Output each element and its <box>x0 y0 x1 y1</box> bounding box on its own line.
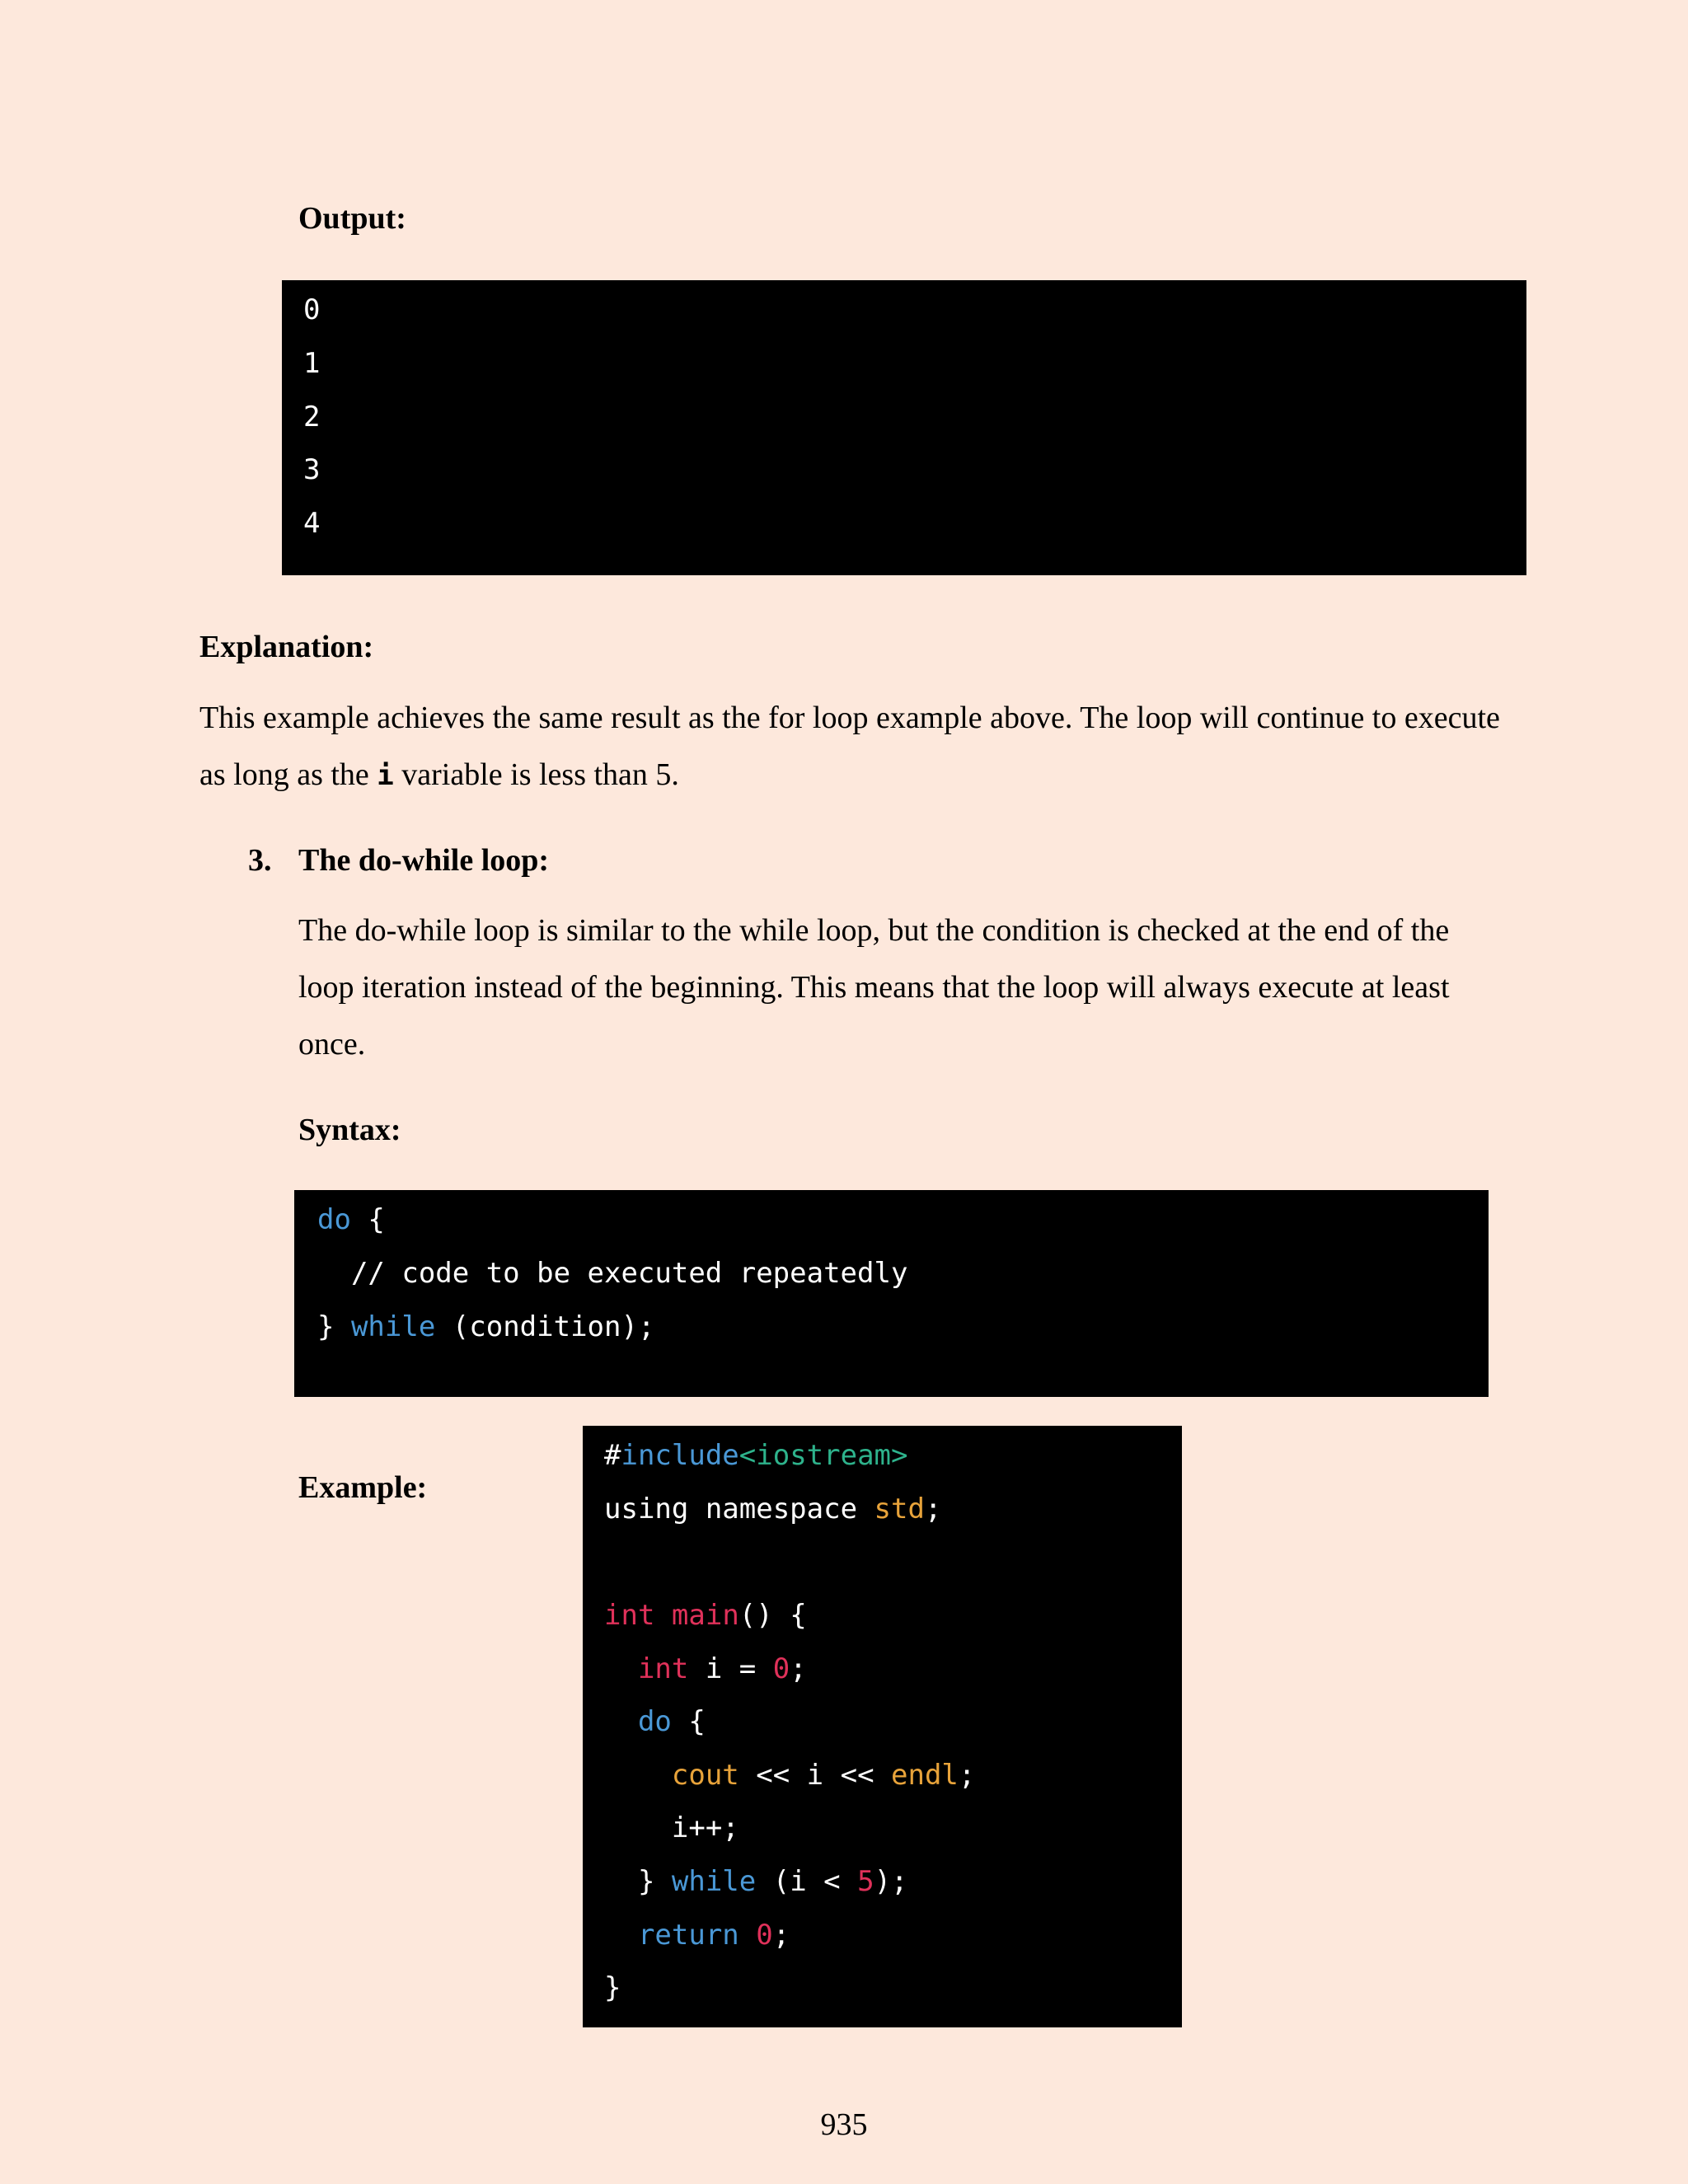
code-line <box>604 1597 807 1633</box>
keyword-token: while <box>350 1310 436 1343</box>
code-token: { <box>350 1203 385 1236</box>
type-token: int <box>637 1652 689 1685</box>
syntax-line <box>317 1255 907 1291</box>
code-line <box>604 1437 907 1474</box>
std-token: std <box>874 1493 925 1526</box>
code-line <box>604 1863 908 1900</box>
type-token: int <box>604 1599 655 1632</box>
code-token: } <box>317 1310 351 1343</box>
page-number: 935 <box>820 2107 868 2142</box>
code-line <box>604 1757 975 1793</box>
code-token: () { <box>738 1599 807 1632</box>
example-code-block <box>583 1426 1182 2027</box>
output-code-block <box>282 280 1526 575</box>
code-token: i = <box>688 1652 773 1685</box>
std-token: cout <box>671 1759 739 1792</box>
comment-token: // code to be executed repeatedly <box>317 1257 908 1290</box>
code-token <box>739 1919 756 1952</box>
code-token: ; <box>790 1652 807 1685</box>
output-line: 1 <box>303 347 321 380</box>
explanation-text: This example achieves the same result as the for loop example above. The loop will continue to execute as long as the <box>199 701 1500 792</box>
syntax-code-block <box>294 1190 1489 1397</box>
section-heading: The do-while loop: <box>298 843 550 878</box>
number-token: 0 <box>756 1919 773 1952</box>
code-token: # <box>604 1439 621 1472</box>
syntax-heading: Syntax: <box>298 1113 401 1147</box>
code-token: ); <box>874 1865 908 1898</box>
section-number: 3. <box>248 843 272 878</box>
do-while-paragraph: The do-while loop is similar to the while loop, but the condition is checked at the end of the loop iteration instead of the beginning. This means that the loop will always execute at least once. <box>298 913 1450 1062</box>
keyword-token: while <box>671 1865 757 1898</box>
example-heading: Example: <box>298 1470 428 1505</box>
std-token: endl <box>891 1759 959 1792</box>
number-token: 0 <box>772 1652 790 1685</box>
code-line <box>604 1651 807 1687</box>
output-heading: Output: <box>298 201 406 236</box>
code-token: (condition); <box>435 1310 655 1343</box>
inline-code-i: i <box>377 759 394 792</box>
keyword-token: return <box>637 1919 739 1952</box>
code-line <box>604 1491 941 1527</box>
output-line: 0 <box>303 293 321 326</box>
keyword-token: do <box>637 1705 672 1738</box>
code-token <box>604 1919 638 1952</box>
code-line <box>604 1917 790 1953</box>
code-token: } <box>604 1865 672 1898</box>
explanation-text-end: variable is less than 5. <box>393 757 679 792</box>
code-token <box>604 1759 672 1792</box>
header-token: <iostream> <box>738 1439 908 1472</box>
number-token: 5 <box>857 1865 874 1898</box>
code-token: ; <box>924 1493 942 1526</box>
output-line: 2 <box>303 401 321 434</box>
output-line: 4 <box>303 507 321 540</box>
code-token: } <box>604 1971 621 2004</box>
explanation-heading: Explanation: <box>199 630 374 664</box>
syntax-line <box>317 1309 654 1345</box>
code-line <box>604 1704 706 1740</box>
code-token: using namespace <box>604 1493 874 1526</box>
code-token: ; <box>772 1919 790 1952</box>
code-line <box>604 1970 621 2006</box>
code-token <box>654 1599 671 1632</box>
code-token: << i << <box>738 1759 892 1792</box>
output-line: 3 <box>303 453 321 486</box>
code-token <box>604 1705 638 1738</box>
code-line <box>604 1810 739 1846</box>
code-token: { <box>671 1705 706 1738</box>
code-token <box>604 1652 638 1685</box>
code-token: i++; <box>604 1811 739 1844</box>
code-token: ; <box>958 1759 976 1792</box>
explanation-paragraph <box>199 690 1502 804</box>
keyword-token: include <box>621 1439 739 1472</box>
function-token: main <box>671 1599 739 1632</box>
keyword-token: do <box>317 1203 351 1236</box>
code-token: (i < <box>756 1865 858 1898</box>
syntax-line <box>317 1202 385 1238</box>
